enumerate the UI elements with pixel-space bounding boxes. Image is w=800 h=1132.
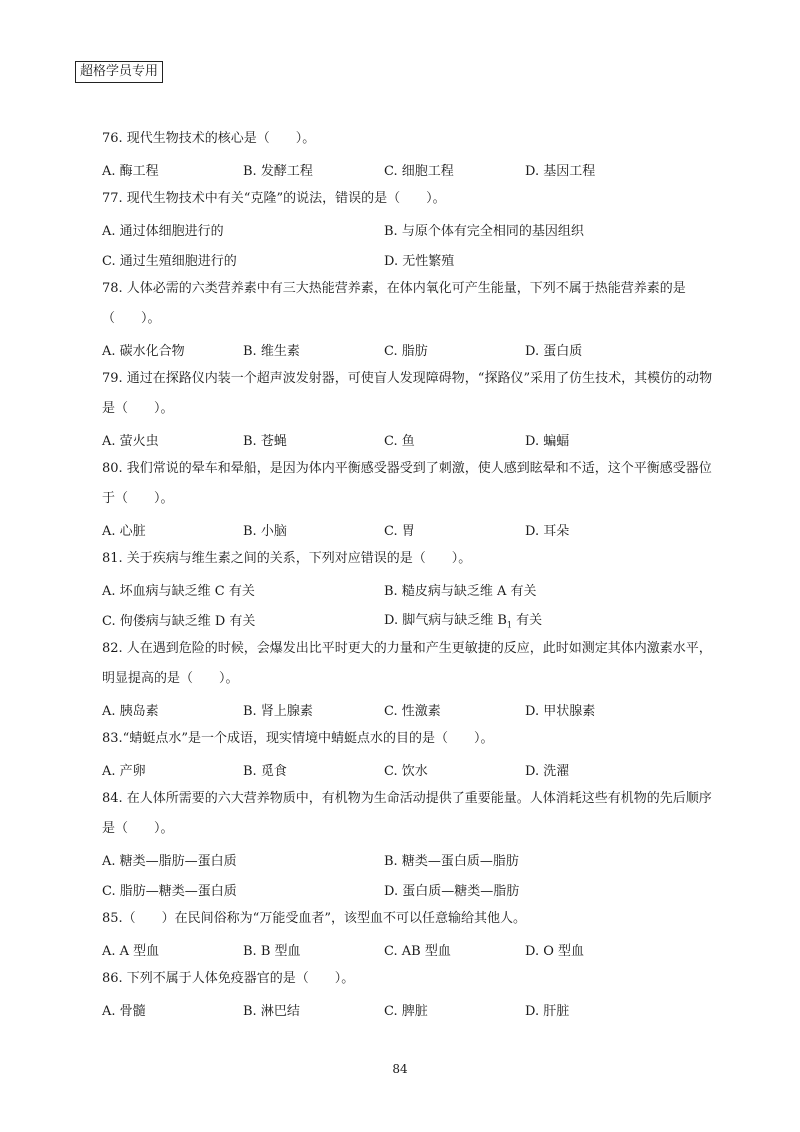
options-80 [102,514,714,544]
option-77-a: A. 通过体细胞进行的 [102,223,224,239]
option-76-d: D. 基因工程 [525,163,596,179]
option-79-b: B. 苍蝇 [243,433,287,449]
question-86: 86. 下列不属于人体免疫器官的是（ ）。 [102,971,355,986]
option-80-d: D. 耳朵 [525,523,570,539]
question-77: 77. 现代生物技术中有关“克隆”的说法，错误的是（ ）。 [102,191,446,206]
question-83: 83.“蜻蜓点水”是一个成语，现实情境中蜻蜓点水的目的是（ ）。 [102,731,494,746]
option-81-d [384,609,542,630]
watermark-tag: 超格学员专用 [75,61,163,83]
option-76-c: C. 细胞工程 [384,163,454,179]
option-86-a: A. 骨髓 [102,1003,146,1019]
option-82-b: B. 肾上腺素 [243,703,313,719]
options-84-row2 [102,874,714,904]
question-85: 85.（ ）在民间俗称为“万能受血者”，该型血不可以任意输给其他人。 [102,911,526,926]
question-81: 81. 关于疾病与维生素之间的关系，下列对应错误的是（ ）。 [102,551,472,566]
option-85-d: D. O 型血 [525,943,585,959]
option-79-a: A. 萤火虫 [102,433,159,449]
options-83 [102,754,714,784]
options-86 [102,994,714,1024]
option-86-c: C. 脾脏 [384,1003,428,1019]
options-82 [102,694,714,724]
option-82-a: A. 胰岛素 [102,703,159,719]
question-80: 80. 我们常说的晕车和晕船，是因为体内平衡感受器受到了刺激，使人感到眩晕和不适，这个平衡感受器位于（ ）。 [102,461,712,506]
option-83-a: A. 产卵 [102,763,146,779]
option-85-a: A. A 型血 [102,943,160,959]
options-84-row1 [102,844,714,874]
option-84-a: A. 糖类—脂肪—蛋白质 [102,853,237,869]
option-80-a: A. 心脏 [102,523,146,539]
question-82: 82. 人在遇到危险的时候，会爆发出比平时更大的力量和产生更敏捷的反应，此时如测定其体内激素水平，明显提高的是（ ）。 [102,641,712,686]
options-76 [102,154,714,184]
options-79 [102,424,714,454]
question-76: 76. 现代生物技术的核心是（ ）。 [102,131,316,146]
option-77-b: B. 与原个体有完全相同的基因组织 [384,223,584,239]
option-78-c: C. 脂肪 [384,343,428,359]
option-80-c: C. 胃 [384,523,415,539]
option-81-d-subscript: 1 [506,620,513,630]
option-81-c: C. 佝偻病与缺乏维 D 有关 [102,613,256,629]
option-79-c: C. 鱼 [384,433,415,449]
option-76-a: A. 酶工程 [102,163,159,179]
option-86-d: D. 肝脏 [525,1003,570,1019]
question-79: 79. 通过在探路仪内装一个超声波发射器，可使盲人发现障碍物，“探路仪”采用了仿生技术，其模仿的动物是（ ）。 [102,371,713,416]
option-81-d-main: D. 脚气病与缺乏维 B [384,612,507,628]
option-80-b: B. 小脑 [243,523,287,539]
options-81-row2 [102,604,714,634]
option-84-d: D. 蛋白质—糖类—脂肪 [384,883,520,899]
option-85-b: B. B 型血 [243,943,301,959]
option-83-c: C. 饮水 [384,763,428,779]
options-77-row1 [102,214,714,244]
option-81-d-tail: 有关 [512,612,543,628]
option-81-a: A. 坏血病与缺乏维 C 有关 [102,583,255,599]
option-77-c: C. 通过生殖细胞进行的 [102,253,237,269]
option-78-a: A. 碳水化合物 [102,343,185,359]
question-84: 84. 在人体所需要的六大营养物质中，有机物为生命活动提供了重要能量。人体消耗这些有机物的先后顺序是（ ）。 [102,791,712,836]
question-78: 78. 人体必需的六类营养素中有三大热能营养素，在体内氧化可产生能量，下列不属于热能营养素的是（ ）。 [102,281,686,326]
option-78-d: D. 蛋白质 [525,343,583,359]
question-list [102,124,714,1024]
option-77-d: D. 无性繁殖 [384,253,455,269]
option-82-d: D. 甲状腺素 [525,703,596,719]
option-78-b: B. 维生素 [243,343,300,359]
option-82-c: C. 性激素 [384,703,441,719]
options-85 [102,934,714,964]
option-81-b: B. 糙皮病与缺乏维 A 有关 [384,583,537,599]
option-83-b: B. 觅食 [243,763,287,779]
option-85-c: C. AB 型血 [384,943,451,959]
option-83-d: D. 洗濯 [525,763,570,779]
option-76-b: B. 发酵工程 [243,163,313,179]
page-number: 84 [392,1062,408,1076]
option-84-b: B. 糖类—蛋白质—脂肪 [384,853,519,869]
option-79-d: D. 蝙蝠 [525,433,570,449]
option-86-b: B. 淋巴结 [243,1003,300,1019]
options-78 [102,334,714,364]
option-84-c: C. 脂肪—糖类—蛋白质 [102,883,237,899]
options-77-row2 [102,244,714,274]
options-81-row1 [102,574,714,604]
